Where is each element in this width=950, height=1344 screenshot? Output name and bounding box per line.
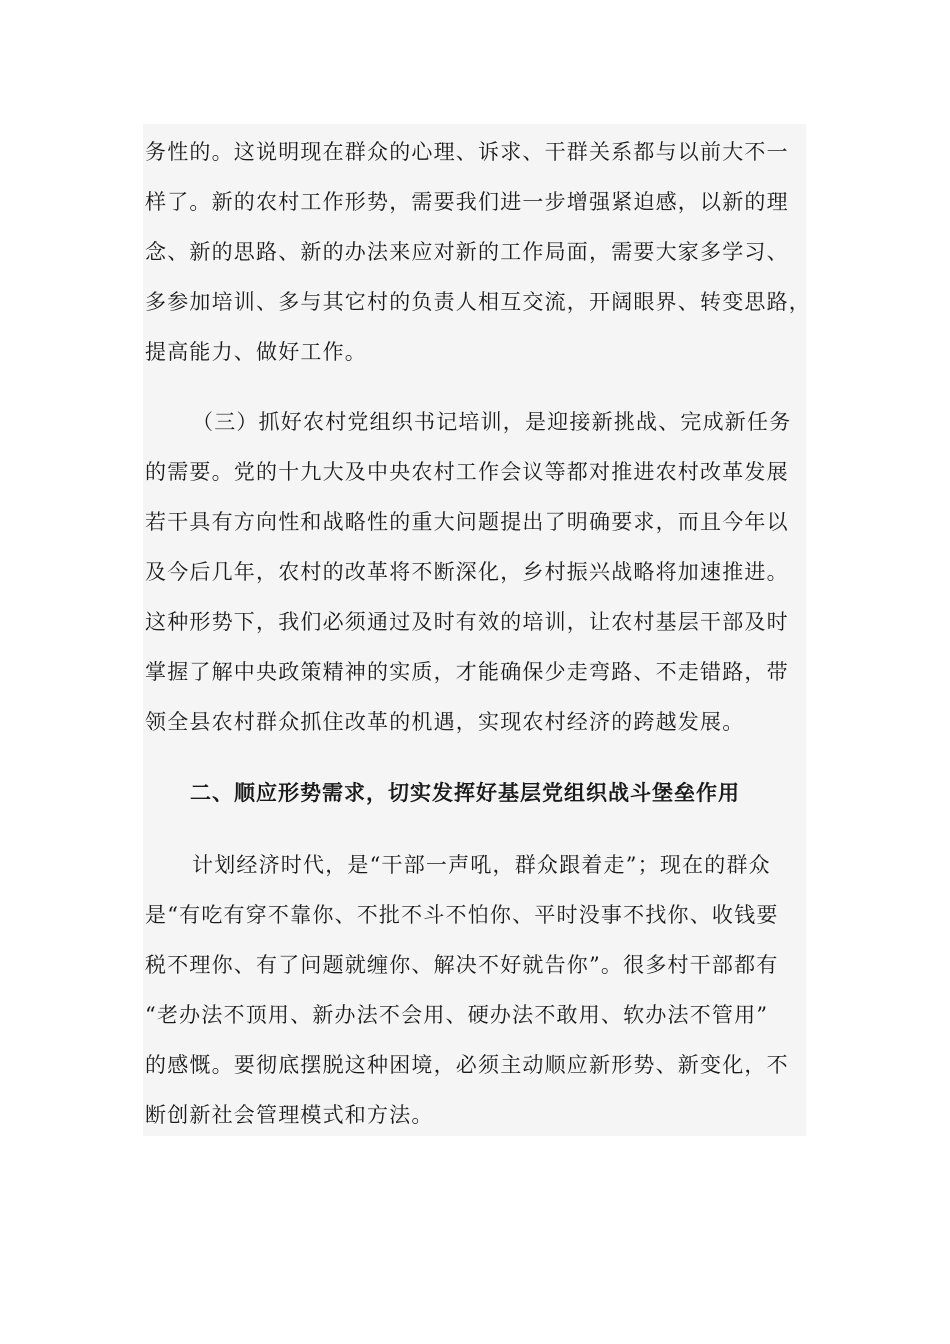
paragraph-1-line-3: 念、新的思路、新的办法来应对新的工作局面，需要大家多学习、: [145, 240, 789, 264]
paragraph-2-line-1: （三）抓好农村党组织书记培训，是迎接新挑战、完成新任务: [192, 410, 792, 434]
paragraph-3-line-2: 是“有吃有穿不靠你、不批不斗不怕你、平时没事不找你、收钱要: [145, 903, 779, 927]
paragraph-1-line-5: 提高能力、做好工作。: [145, 340, 367, 364]
paragraph-3-line-1: 计划经济时代，是“干部一声吼，群众跟着走”；现在的群众: [192, 853, 771, 877]
paragraph-3-line-4: “老办法不顶用、新办法不会用、硬办法不敢用、软办法不管用”: [145, 1003, 769, 1027]
paragraph-2-line-4: 及今后几年，农村的改革将不断深化，乡村振兴战略将加速推进。: [145, 560, 789, 584]
paragraph-2-line-5: 这种形势下，我们必须通过及时有效的培训，让农村基层干部及时: [145, 610, 789, 634]
paragraph-3-line-6: 断创新社会管理模式和方法。: [145, 1103, 434, 1127]
paragraph-2-line-7: 领全县农村群众抓住改革的机遇，实现农村经济的跨越发展。: [145, 710, 745, 734]
paragraph-1-line-4: 多参加培训、多与其它村的负责人相互交流，开阔眼界、转变思路，: [145, 290, 811, 314]
paragraph-2-line-6: 掌握了解中央政策精神的实质，才能确保少走弯路、不走错路，带: [145, 660, 789, 684]
section-heading: 二、顺应形势需求，切实发挥好基层党组织战斗堡垒作用: [190, 781, 740, 805]
paragraph-1-line-1: 务性的。这说明现在群众的心理、诉求、干群关系都与以前大不一: [145, 140, 789, 164]
paragraph-2-line-2: 的需要。党的十九大及中央农村工作会议等都对推进农村改革发展: [145, 460, 789, 484]
paragraph-1-line-2: 样了。新的农村工作形势，需要我们进一步增强紧迫感，以新的理: [145, 190, 789, 214]
paragraph-2-line-3: 若干具有方向性和战略性的重大问题提出了明确要求，而且今年以: [145, 510, 789, 534]
paragraph-3-line-5: 的感慨。要彻底摆脱这种困境，必须主动顺应新形势、新变化，不: [145, 1053, 789, 1077]
paragraph-3-line-3: 税不理你、有了问题就缠你、解决不好就告你”。很多村干部都有: [145, 953, 779, 977]
